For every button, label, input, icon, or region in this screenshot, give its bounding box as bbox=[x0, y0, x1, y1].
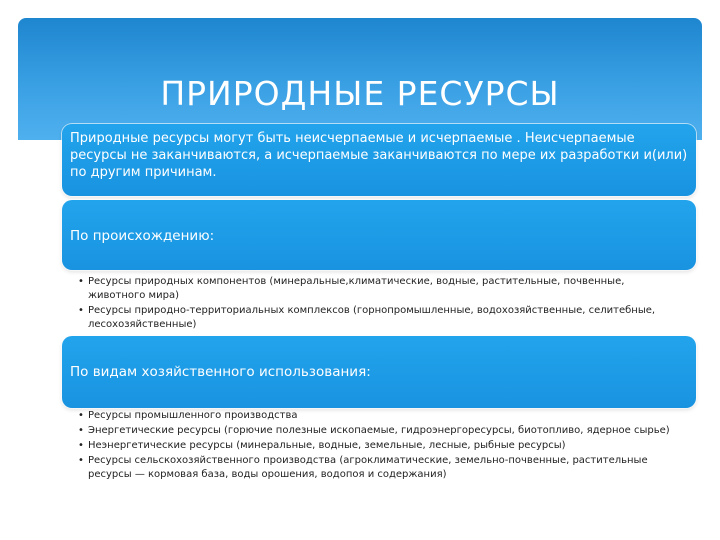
list-item: • Ресурсы промышленного производства bbox=[78, 410, 298, 421]
list-item: • Ресурсы природных компонентов (минеральные,климатические, водные, растительные, почвенные, животного мира) bbox=[78, 276, 625, 301]
origin-list bbox=[78, 275, 678, 333]
intro-box bbox=[62, 124, 696, 196]
bullet-icon: • bbox=[78, 425, 84, 436]
bullet-icon: • bbox=[78, 410, 84, 421]
usage-list bbox=[78, 409, 678, 483]
title-banner bbox=[18, 18, 702, 140]
usage-section-box bbox=[62, 336, 696, 408]
intro-text: Природные ресурсы могут быть неисчерпаемые и исчерпаемые . Неисчерпаемые ресурсы не заканчиваются, а исчерпаемые заканчиваются по мере их разработки и(или) по другим причинам. bbox=[70, 131, 688, 180]
usage-section-label: По видам хозяйственного использования: bbox=[70, 364, 371, 380]
bullet-icon: • bbox=[78, 440, 84, 451]
origin-section-box bbox=[62, 200, 696, 270]
list-item: • Энергетические ресурсы (горючие полезные ископаемые, гидроэнергоресурсы, биотопливо, ядерное сырье) bbox=[78, 425, 670, 436]
bullet-icon: • bbox=[78, 455, 84, 466]
list-item: • Ресурсы сельскохозяйственного производства (агроклиматические, земельно-почвенные, растительные ресурсы — кормовая база, воды орошения, водопоя и содержания) bbox=[78, 455, 648, 480]
list-item: • Неэнергетические ресурсы (минеральные, водные, земельные, лесные, рыбные ресурсы) bbox=[78, 440, 566, 451]
slide-title: ПРИРОДНЫЕ РЕСУРСЫ bbox=[160, 74, 560, 113]
bullet-icon: • bbox=[78, 305, 84, 316]
list-item: • Ресурсы природно-территориальных комплексов (горнопромышленные, водохозяйственные, селитебные, лесохозяйственные) bbox=[78, 305, 656, 330]
origin-section-label: По происхождению: bbox=[70, 228, 215, 244]
bullet-icon: • bbox=[78, 276, 84, 287]
